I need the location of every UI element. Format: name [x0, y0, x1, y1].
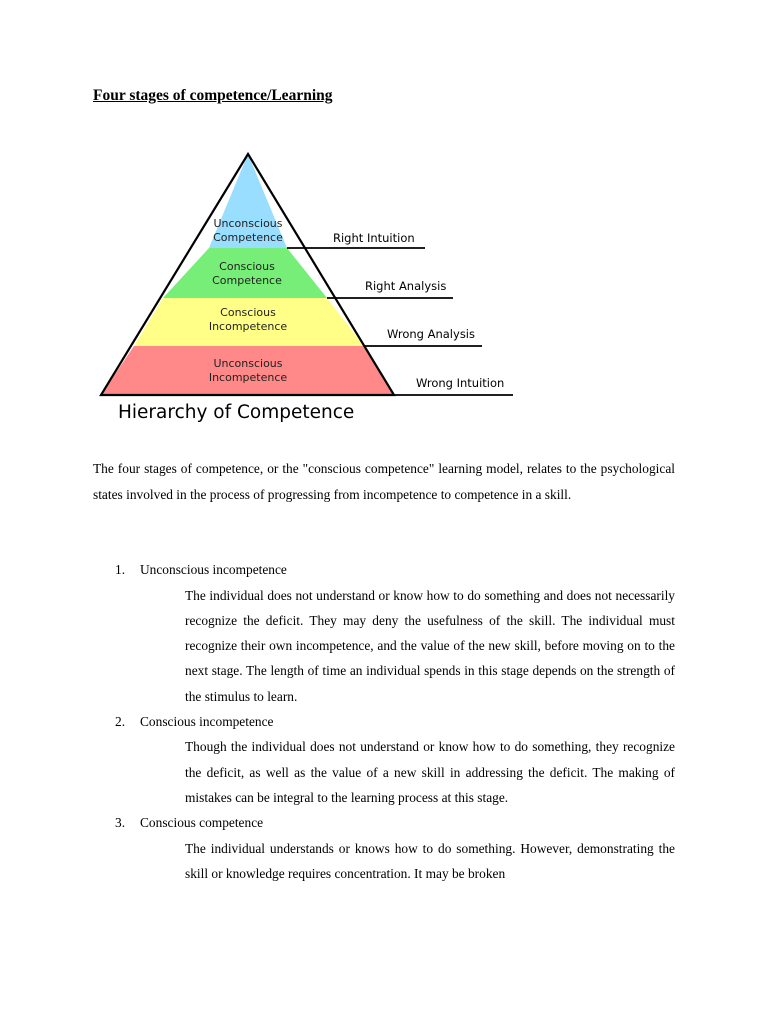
tier-label-1-line2: Competence — [213, 231, 283, 244]
stage-number: 3. — [115, 815, 126, 831]
competence-pyramid-diagram — [0, 0, 768, 440]
side-label-right-intuition: Right Intuition — [333, 231, 415, 245]
stage-title: Unconscious incompetence — [140, 562, 287, 577]
diagram-caption: Hierarchy of Competence — [118, 402, 355, 423]
stage-description: The individual does not understand or know how to do something and does not necessarily recognize the deficit. They may deny the usefulness of the skill. The individual must recognize their own incompetence, and the value of the new skill, before moving on to the next stage. The length of time an individual spends in this stage depends on the strength of the stimulus to learn. — [185, 587, 675, 704]
stage-description: The individual understands or knows how to do something. However, demonstrating the skill or knowledge requires concentration. It may be broken — [185, 840, 675, 882]
stage-item — [115, 557, 675, 709]
stages-list — [115, 557, 675, 886]
stage-number: 2. — [115, 713, 126, 729]
side-label-wrong-analysis: Wrong Analysis — [387, 327, 475, 341]
tier-label-2-line2: Competence — [212, 274, 282, 287]
intro-paragraph: The four stages of competence, or the "conscious competence" learning model, relates to the psychological states involved in the process of progressing from incompetence to competence in a skill. — [93, 461, 675, 502]
tier-label-1-line1: Unconscious — [213, 217, 283, 230]
tier-label-4-line2: Incompetence — [208, 371, 288, 384]
tier-label-2-line1: Conscious — [219, 260, 275, 273]
side-label-right-analysis: Right Analysis — [365, 279, 447, 293]
stage-number: 1. — [115, 562, 126, 577]
stage-title: Conscious competence — [140, 815, 264, 831]
tier-label-4-line1: Unconscious — [213, 357, 283, 370]
stage-item — [115, 810, 675, 886]
tier-label-3-line1: Conscious — [220, 306, 276, 319]
stage-description: Though the individual does not understand or know how to do something, they recognize the deficit, as well as the value of a new skill in addressing the deficit. The making of mistakes can be integral to the learning process at this stage. — [185, 739, 675, 806]
side-label-wrong-intuition: Wrong Intuition — [416, 376, 505, 390]
document-title: Four stages of competence/Learning — [93, 87, 333, 104]
stage-title: Conscious incompetence — [140, 713, 274, 729]
stage-item — [115, 709, 675, 810]
tier-conscious-competence — [163, 248, 327, 298]
tier-label-3-line2: Incompetence — [208, 320, 288, 333]
